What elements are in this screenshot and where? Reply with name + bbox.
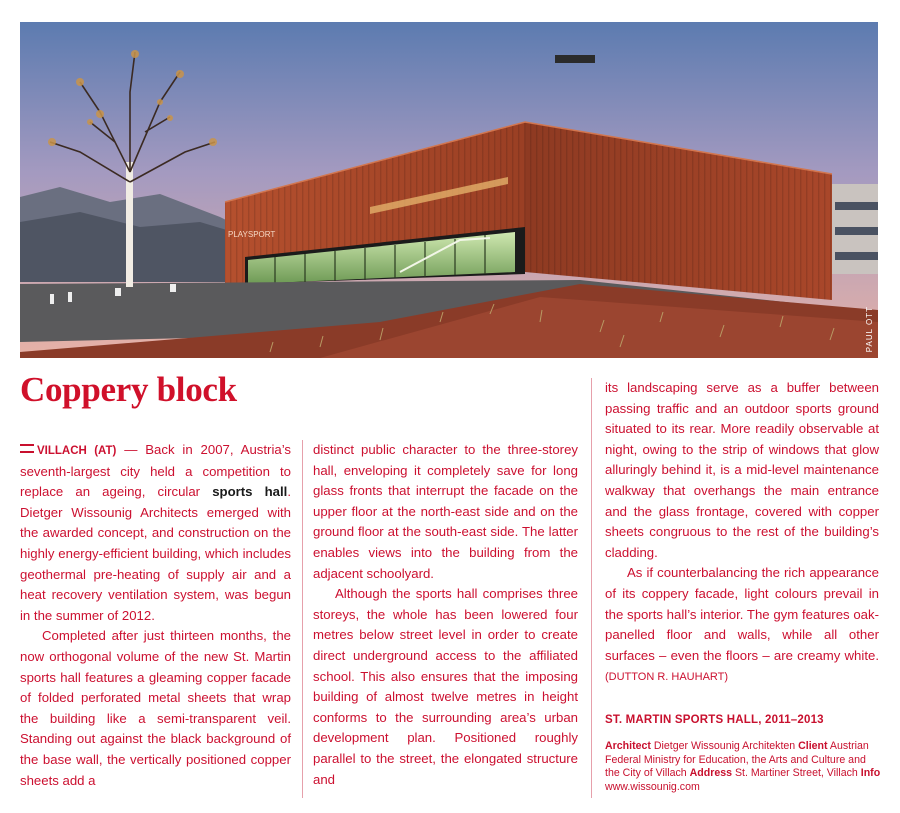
paragraph: As if counterbalancing the rich appearance of its coppery facade, light colours prevail in the sports hall’s interior. The gym features oak-panelled floor and walls, while all other surfaces – even the floors – are creamy white. (DUTTON R. HAUHART) — [605, 565, 879, 684]
paragraph: VILLACH (AT) — Back in 2007, Austria’s seventh-largest city held a competition to replace an ageing, circular sports hall. Dietger Wissounig Architects emerged with the awarded concept, and construction on the highly energy-efficient building, which includes geothermal pre-heating of supply air and a heat recovery ventilation system, was begun in the summer of 2012. — [20, 442, 292, 623]
website-text: www.wissounig.com — [605, 780, 700, 793]
hero-photo — [20, 22, 878, 358]
article-column-3 — [605, 378, 879, 688]
equals-icon — [20, 444, 34, 453]
article-column-1 — [20, 440, 291, 791]
paragraph: its landscaping serve as a buffer between passing traffic and an outdoor sports ground situated to its rear. More readily observable at night, owing to the strip of windows that glow alluringly behind it, is a mid-level maintenance walkway that overhangs the main entrance and the glass frontage, covered with copper sheets congruous to the rest of the building’s cladding. — [605, 380, 879, 560]
building-sign: PLAYSPORT — [228, 230, 276, 239]
paragraph: Completed after just thirteen months, the now orthogonal volume of the new St. Martin sports hall features a gleaming copper facade of folded perforated metal sheets that wrap the building like a semi-transparent veil. Standing out against the black background of the base wall, the vertically positioned copper sheets add a — [20, 628, 291, 788]
paragraph: Although the sports hall comprises three storeys, the whole has been lowered four metres below street level in order to create direct underground access to the affiliated school. This also ensures that the imposing building of almost twelve metres in height conforms to the surrounding area’s urban development plan. Positioned roughly parallel to the street, the elongated structure and — [313, 586, 578, 787]
paragraph: distinct public character to the three-storey hall, enveloping it completely save for long glass fronts that interrupt the facade on the upper floor at the north-east side and on the ground floor at the south-east side. The latter enables views into the building from the adjacent schoolyard. — [313, 442, 578, 581]
author-byline: (DUTTON R. HAUHART) — [605, 671, 729, 684]
facts-box: Architect Dietger Wissounig Architekten Client Austrian Federal Ministry for Education, the Arts and Culture and the City of Villach Address St. Martiner Street, Villach Info www.wissounig.com — [605, 740, 881, 793]
photo-credit: PAUL OTT — [865, 305, 874, 352]
dateline: VILLACH (AT) — [37, 445, 117, 457]
facts-heading: ST. MARTIN SPORTS HALL, 2011–2013 — [605, 714, 824, 726]
article-title: Coppery block — [20, 370, 237, 409]
column-divider — [302, 440, 303, 798]
article-column-2 — [313, 440, 578, 790]
sports-hall-illustration — [20, 22, 878, 358]
keyword: sports hall — [212, 484, 288, 500]
column-divider — [591, 378, 592, 798]
